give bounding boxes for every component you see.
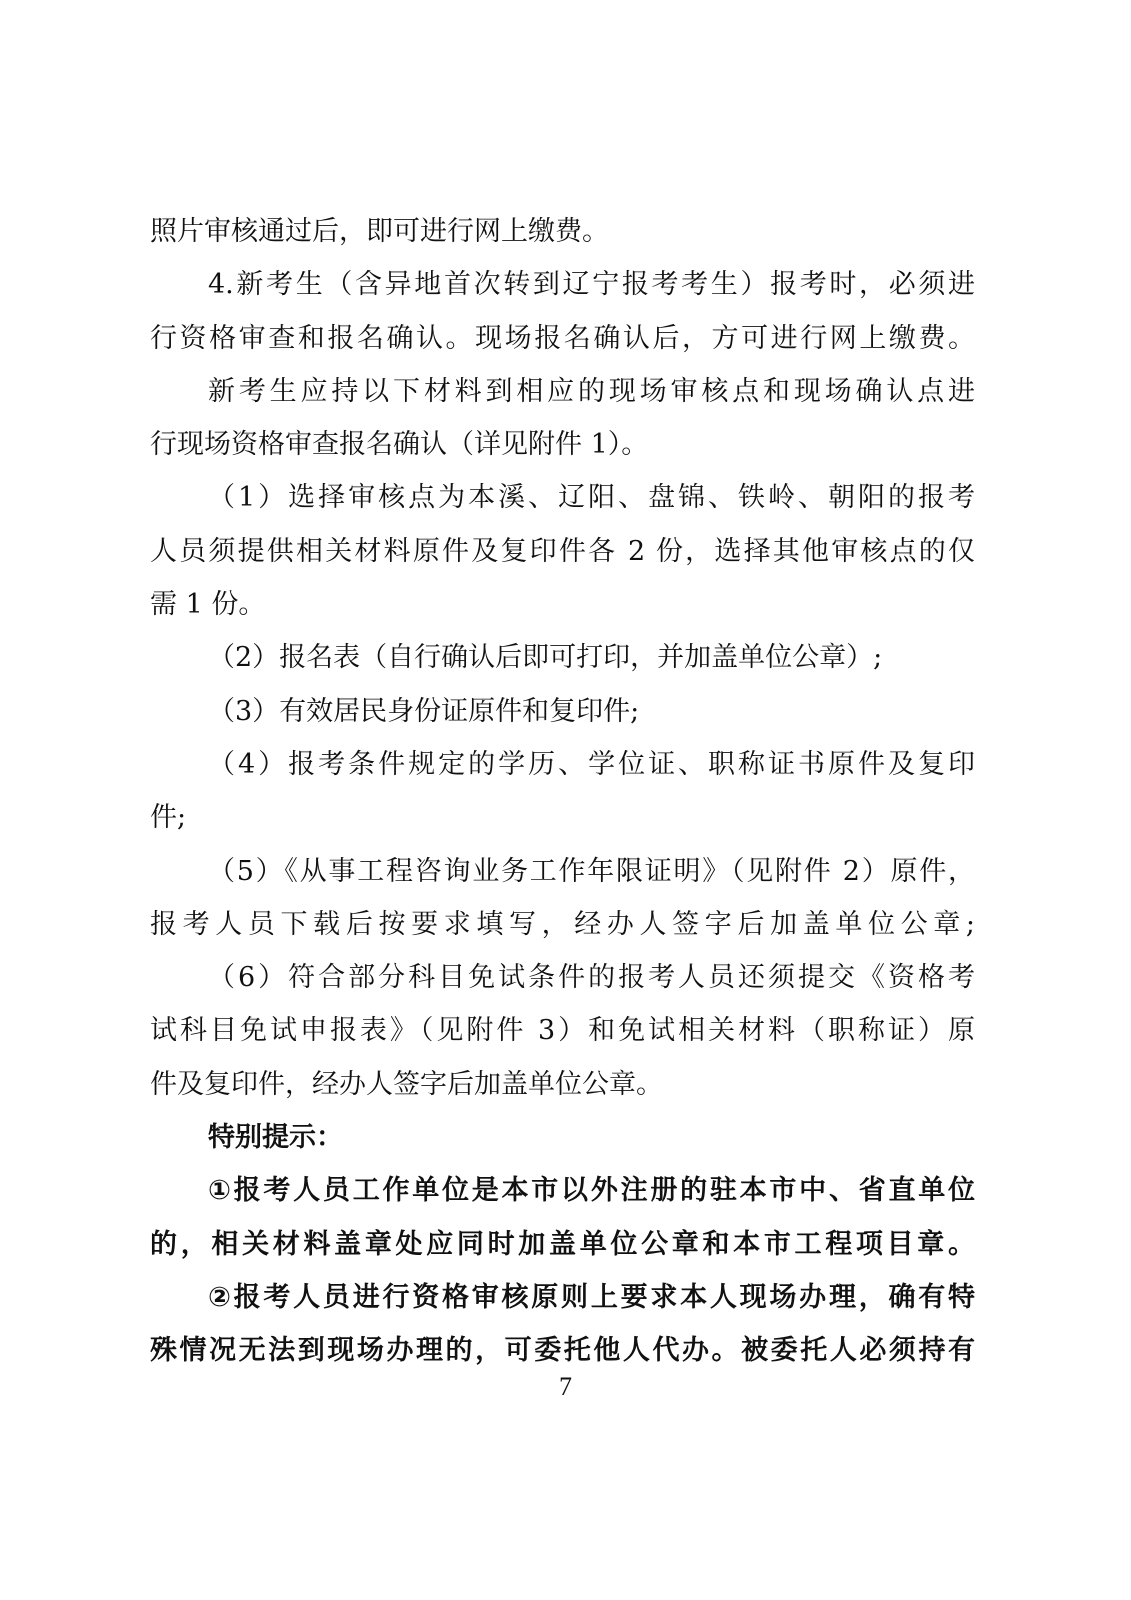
special-note-heading: 特别提示： (208, 1122, 343, 1154)
text-line: （6）符合部分科目免试条件的报考人员还须提交《资格考 (208, 962, 975, 994)
text-line: 照片审核通过后，即可进行网上缴费。 (150, 216, 609, 247)
text-line: 新考生应持以下材料到相应的现场审核点和现场确认点进 (208, 375, 975, 407)
text-line: （2）报名表（自行确认后即可打印，并加盖单位公章）; (208, 642, 883, 674)
text-line: 试科目免试申报表》（见附件 3）和免试相关材料（职称证）原 (150, 1015, 975, 1047)
text-line: ①报考人员工作单位是本市以外注册的驻本市中、省直单位 (208, 1175, 975, 1207)
text-line: （5）《从事工程咨询业务工作年限证明》（见附件 2）原件， (208, 855, 975, 887)
text-line: 需 1 份。 (150, 589, 266, 621)
document-body (150, 205, 975, 1378)
text-line: 件; (150, 802, 187, 834)
text-line: （3）有效居民身份证原件和复印件; (208, 695, 640, 727)
text-line: 的，相关材料盖章处应同时加盖单位公章和本市工程项目章。 (150, 1228, 975, 1260)
text-line: 4.新考生（含异地首次转到辽宁报考考生）报考时，必须进 (208, 269, 975, 301)
page-number: 7 (559, 1372, 572, 1401)
text-line: 人员须提供相关材料原件及复印件各 2 份，选择其他审核点的仅 (150, 535, 975, 567)
text-line: 殊情况无法到现场办理的，可委托他人代办。被委托人必须持有 (150, 1335, 975, 1367)
text-line: 报考人员下载后按要求填写，经办人签字后加盖单位公章; (150, 908, 975, 940)
text-line: 件及复印件，经办人签字后加盖单位公章。 (150, 1068, 663, 1100)
text-line: 行资格审查和报名确认。现场报名确认后，方可进行网上缴费。 (150, 322, 975, 354)
text-line: 行现场资格审查报名确认（详见附件 1）。 (150, 429, 649, 461)
text-line: （4）报考条件规定的学历、学位证、职称证书原件及复印 (208, 748, 975, 780)
text-line: ②报考人员进行资格审核原则上要求本人现场办理，确有特 (208, 1281, 975, 1313)
text-line: （1）选择审核点为本溪、辽阳、盘锦、铁岭、朝阳的报考 (208, 482, 975, 514)
